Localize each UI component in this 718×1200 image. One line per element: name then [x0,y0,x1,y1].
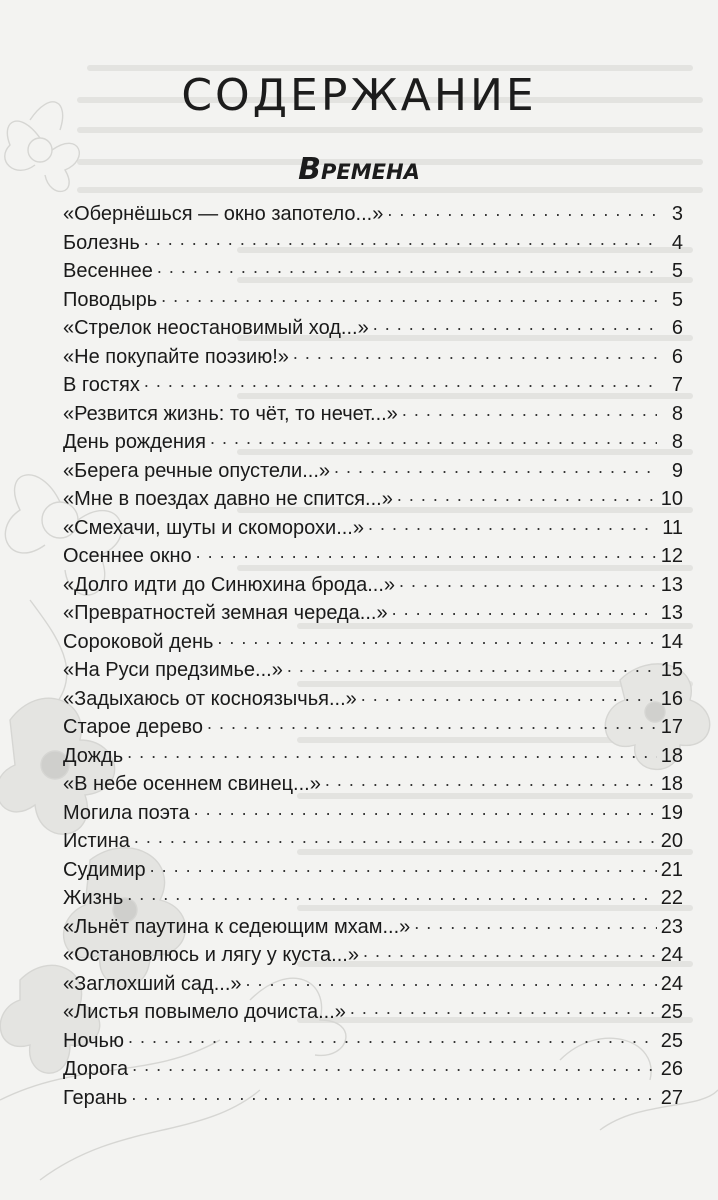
toc-entry [63,229,683,258]
toc-entry [63,457,683,486]
toc-entry-page-number: 13 [660,573,683,596]
toc-dot-leader [387,200,657,220]
toc-entry [63,200,683,229]
toc-entry-page-number: 9 [671,459,683,482]
toc-entry-page-number: 15 [660,659,683,681]
toc-entry-title: Осеннее окно [63,545,192,567]
toc-entry-page-number: 16 [660,687,683,710]
toc-dot-leader [373,314,657,334]
toc-entry-page-number: 6 [671,317,683,339]
toc-entry-title: Жизнь [63,887,124,909]
toc-entry [63,656,683,685]
toc-dot-leader [368,514,657,534]
toc-dot-leader [210,428,657,448]
toc-entry [63,941,683,970]
toc-entry-page-number: 18 [660,744,683,767]
toc-entry [63,428,683,457]
toc-entry-page-number: 14 [660,630,683,653]
page-title: СОДЕРЖАНИЕ [181,70,537,121]
toc-entry [63,314,683,343]
toc-entry-page-number: 13 [660,602,683,624]
toc-entry [63,884,683,913]
toc-dot-leader [194,799,657,819]
toc-dot-leader [157,257,657,277]
toc-dot-leader [399,571,657,591]
toc-entry-title: «Заглохший сад...» [63,972,242,995]
toc-entry-title: Поводырь [63,288,158,311]
toc-dot-leader [150,856,657,876]
toc-entry [63,400,683,429]
toc-dot-leader [287,656,657,676]
toc-entry-page-number: 5 [671,288,683,311]
toc-entry-page-number: 22 [660,887,683,909]
toc-entry-title: Дождь [63,744,124,767]
toc-entry-page-number: 8 [671,402,683,425]
toc-dot-leader [350,998,657,1018]
toc-entry-title: Могила поэта [63,801,190,824]
toc-entry-page-number: 11 [662,516,683,539]
toc-dot-leader [363,941,657,961]
toc-entry [63,628,683,657]
toc-dot-leader [402,400,657,420]
toc-entry-page-number: 21 [660,858,683,881]
toc-dot-leader [134,827,657,847]
toc-list [63,200,683,1112]
toc-entry-title: «Остановлюсь и лягу у куста...» [63,944,359,966]
toc-entry-title: Весеннее [63,260,153,282]
toc-entry-title: День рождения [63,431,206,453]
toc-entry-title: «Не покупайте поэзию!» [63,345,289,368]
toc-entry [63,542,683,571]
toc-entry-title: «В небе осеннем свинец...» [63,773,321,795]
toc-dot-leader [144,371,657,391]
toc-entry [63,998,683,1027]
toc-entry-page-number: 26 [660,1058,683,1080]
toc-entry-page-number: 23 [660,915,683,938]
toc-entry-page-number: 20 [660,830,683,852]
toc-dot-leader [144,229,657,249]
toc-entry-title: Дорога [63,1058,129,1080]
toc-dot-leader [325,770,657,790]
toc-dot-leader [128,1027,657,1047]
toc-entry [63,1055,683,1084]
toc-dot-leader [196,542,657,562]
toc-entry-title: В гостях [63,374,140,396]
toc-entry-title: «Резвится жизнь: то чёт, то нечет...» [63,402,398,425]
toc-entry-page-number: 5 [671,260,683,282]
toc-entry-title: «На Руси предзимье...» [63,659,283,681]
toc-dot-leader [127,884,656,904]
toc-entry [63,571,683,600]
toc-entry [63,371,683,400]
toc-entry [63,286,683,315]
toc-entry-title: Истина [63,830,130,852]
toc-entry-page-number: 25 [660,1001,683,1023]
toc-entry-page-number: 17 [660,716,683,738]
toc-entry-page-number: 3 [671,203,683,225]
toc-dot-leader [217,628,656,648]
toc-entry [63,913,683,942]
toc-entry-page-number: 25 [660,1029,683,1052]
toc-entry-page-number: 18 [660,773,683,795]
toc-entry-page-number: 19 [660,801,683,824]
toc-entry [63,827,683,856]
toc-entry-title: «Берега речные опустели...» [63,459,331,482]
toc-entry [63,257,683,286]
toc-entry-page-number: 7 [671,374,683,396]
toc-entry-title: Герань [63,1086,128,1109]
toc-dot-leader [397,485,657,505]
toc-entry-page-number: 24 [660,972,683,995]
toc-dot-leader [161,286,657,306]
toc-entry [63,599,683,628]
toc-entry-title: «Мне в поездах давно не спится...» [63,488,393,510]
toc-dot-leader [361,685,657,705]
toc-entry-page-number: 4 [671,231,683,254]
toc-entry-title: «Льнёт паутина к седеющим мхам...» [63,915,411,938]
toc-entry-title: «Листья повымело дочиста...» [63,1001,346,1023]
toc-entry [63,514,683,543]
toc-entry-page-number: 27 [660,1086,683,1109]
toc-dot-leader [127,742,657,762]
toc-entry [63,713,683,742]
toc-dot-leader [334,457,657,477]
toc-entry-title: Болезнь [63,231,140,254]
toc-entry [63,1027,683,1056]
section-heading: Времена [298,152,420,187]
toc-entry-title: «Задыхаюсь от косноязычья...» [63,687,357,710]
toc-entry-page-number: 24 [660,944,683,966]
toc-dot-leader [246,970,657,990]
toc-dot-leader [131,1084,656,1104]
toc-dot-leader [414,913,657,933]
toc-entry-title: Ночью [63,1029,124,1052]
toc-entry [63,970,683,999]
toc-entry [63,685,683,714]
toc-entry [63,485,683,514]
toc-entry-title: Старое дерево [63,716,203,738]
toc-entry-title: «Обернёшься — окно запотело...» [63,203,384,225]
toc-entry-page-number: 6 [671,345,683,368]
toc-entry-title: Сороковой день [63,630,214,653]
toc-entry-page-number: 12 [660,545,683,567]
toc-entry [63,856,683,885]
toc-entry-title: Судимир [63,858,146,881]
toc-entry [63,1084,683,1113]
toc-entry [63,799,683,828]
toc-entry [63,343,683,372]
toc-entry [63,742,683,771]
toc-entry [63,770,683,799]
toc-dot-leader [207,713,657,733]
toc-entry-page-number: 10 [660,488,683,510]
toc-entry-title: «Стрелок неостановимый ход...» [63,317,369,339]
toc-dot-leader [392,599,657,619]
toc-dot-leader [132,1055,657,1075]
toc-entry-title: «Долго идти до Синюхина брода...» [63,573,396,596]
toc-entry-page-number: 8 [671,431,683,453]
toc-entry-title: «Превратностей земная череда...» [63,602,388,624]
toc-dot-leader [293,343,657,363]
toc-entry-title: «Смехачи, шуты и скоморохи...» [63,516,364,539]
